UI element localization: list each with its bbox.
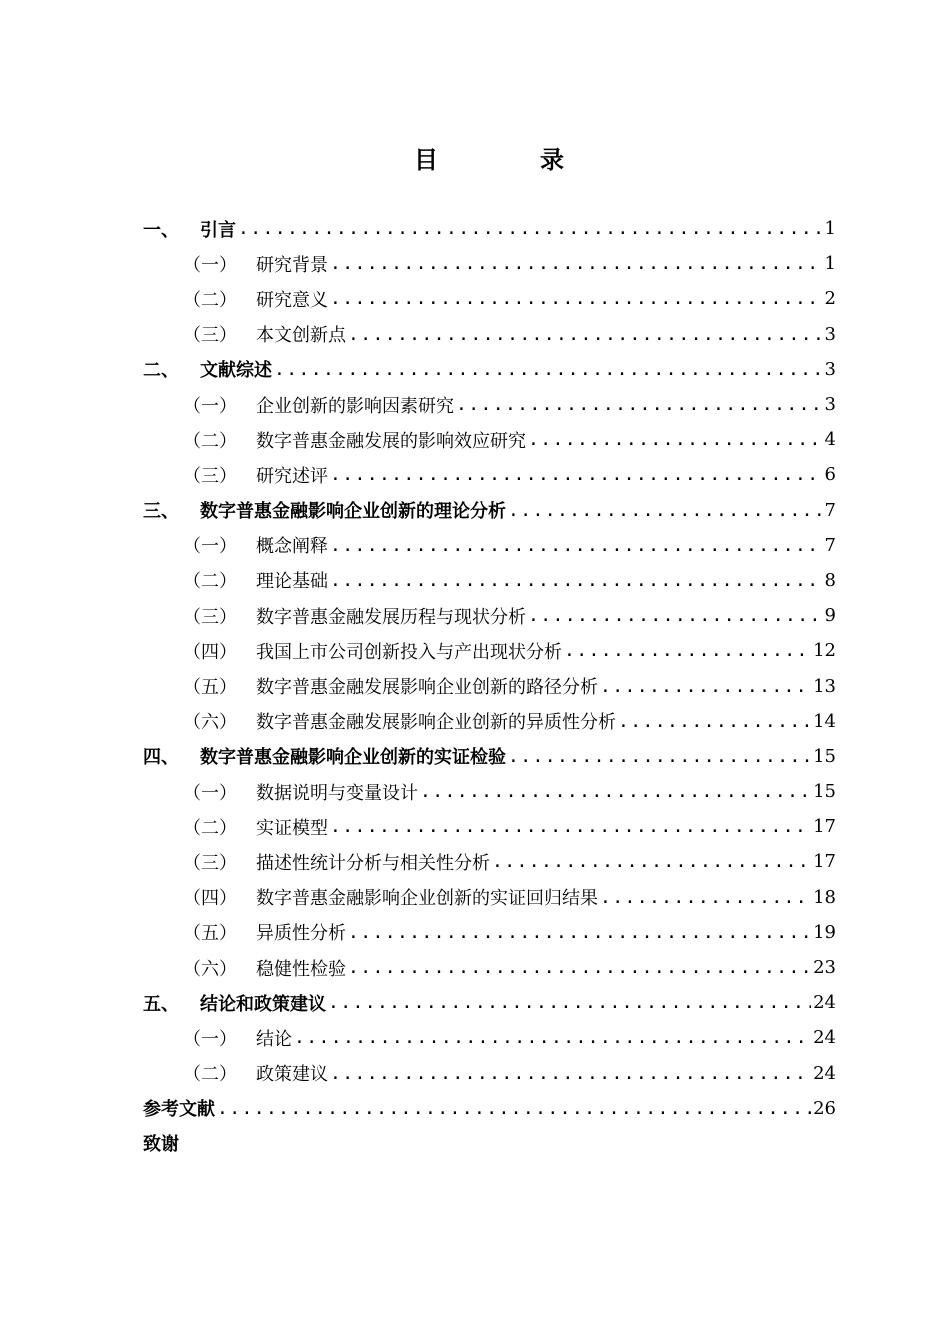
toc-section-entry[interactable]: [143, 950, 836, 985]
toc-page-number: 17: [813, 851, 836, 873]
toc-section-entry[interactable]: [143, 844, 836, 879]
toc-entry-label: 描述性统计分析与相关性分析: [256, 852, 490, 874]
toc-page-number: 24: [813, 1027, 836, 1049]
toc-entry-label: 研究述评: [256, 465, 328, 487]
toc-chapter-entry[interactable]: [143, 739, 836, 774]
toc-entry-number: （一）: [183, 782, 237, 804]
toc-entry-label: 稳健性检验: [256, 958, 346, 980]
toc-dot-leader: [274, 359, 823, 380]
toc-entry-number: （六）: [183, 958, 237, 980]
toc-title-char-2: 录: [540, 146, 564, 174]
toc-page-number: 26: [813, 1097, 836, 1119]
toc-entry-number: （三）: [183, 852, 237, 874]
toc-entry-label: 数字普惠金融影响企业创新的实证回归结果: [256, 888, 598, 910]
toc-page-number: 1: [824, 253, 836, 275]
toc-entry-number: （二）: [183, 430, 237, 452]
toc-entry-number: （六）: [183, 712, 237, 734]
toc-page-number: 18: [813, 886, 836, 908]
toc-page-number: 15: [813, 781, 836, 803]
toc-entry-label: 数据说明与变量设计: [256, 782, 418, 804]
toc-page-number: 3: [824, 358, 836, 380]
toc-page-number: 24: [813, 1062, 836, 1084]
toc-section-entry[interactable]: [143, 1056, 836, 1091]
toc-dot-leader: [330, 288, 823, 309]
toc-section-entry[interactable]: [143, 387, 836, 422]
toc-entry-number: （五）: [183, 677, 237, 699]
toc-entry-number: 一、: [143, 219, 179, 241]
toc-entry-number: （二）: [183, 289, 237, 311]
toc-section-entry[interactable]: [143, 563, 836, 598]
toc-entry-number: 四、: [143, 747, 179, 769]
toc-entry-label: 引言: [200, 219, 236, 241]
toc-section-entry[interactable]: [143, 704, 836, 739]
toc-entry-label: 数字普惠金融影响企业创新的实证检验: [200, 747, 506, 769]
toc-dot-leader: [528, 429, 823, 450]
toc-page-number: 9: [824, 605, 836, 627]
toc-section-entry[interactable]: [143, 880, 836, 915]
toc-section-entry[interactable]: [143, 281, 836, 316]
toc-dot-leader: [348, 922, 811, 943]
toc-chapter-entry[interactable]: [143, 985, 836, 1020]
toc-section-entry[interactable]: [143, 528, 836, 563]
toc-entry-label: 数字普惠金融发展历程与现状分析: [256, 606, 526, 628]
toc-entry-number: 五、: [143, 993, 179, 1015]
toc-page-number: 3: [824, 323, 836, 345]
toc-dot-leader: [330, 816, 811, 837]
toc-dot-leader: [600, 887, 811, 908]
toc-section-entry[interactable]: [143, 598, 836, 633]
toc-chapter-entry[interactable]: [143, 493, 836, 528]
toc-entry-label: 数字普惠金融影响企业创新的理论分析: [200, 501, 506, 523]
toc-page-number: 24: [813, 992, 836, 1014]
toc-page-number: 7: [824, 499, 836, 521]
toc-dot-leader: [348, 324, 823, 345]
toc-entry-label: 结论和政策建议: [200, 993, 326, 1015]
toc-dot-leader: [618, 711, 811, 732]
toc-section-entry[interactable]: [143, 457, 836, 492]
toc-dot-leader: [330, 535, 823, 556]
toc-title: [0, 140, 950, 180]
toc-dot-leader: [348, 957, 811, 978]
toc-dot-leader: [330, 464, 823, 485]
toc-entry-number: （三）: [183, 465, 237, 487]
toc-dot-leader: [564, 640, 811, 661]
toc-entry-label: 理论基础: [256, 571, 328, 593]
toc-dot-leader: [456, 394, 823, 415]
toc-entry-label: 参考文献: [143, 1099, 215, 1121]
toc-dot-leader: [330, 1063, 811, 1084]
toc-dot-leader: [600, 676, 811, 697]
toc-page-number: 4: [824, 429, 836, 451]
toc-section-entry[interactable]: [143, 422, 836, 457]
toc-dot-leader: [238, 218, 823, 239]
toc-entry-label: 异质性分析: [256, 923, 346, 945]
toc-page-number: 1: [824, 218, 836, 240]
toc-entry-label: 文献综述: [200, 360, 272, 382]
toc-dot-leader: [508, 746, 811, 767]
toc-page-number: 8: [824, 569, 836, 591]
toc-entry-number: （一）: [183, 1028, 237, 1050]
toc-entry-label: 研究背景: [256, 254, 328, 276]
toc-entry-number: （二）: [183, 571, 237, 593]
toc-section-entry[interactable]: [143, 668, 836, 703]
toc-entry-label: 结论: [256, 1028, 292, 1050]
toc-page-number: 2: [824, 288, 836, 310]
toc-entry-number: （一）: [183, 536, 237, 558]
toc-page-number: 6: [824, 464, 836, 486]
toc-dot-leader: [330, 570, 823, 591]
toc-page-number: 3: [824, 394, 836, 416]
toc-dot-leader: [528, 605, 823, 626]
toc-page-number: 23: [813, 957, 836, 979]
toc-entry-number: （三）: [183, 606, 237, 628]
toc-title-char-1: 目: [414, 146, 438, 174]
toc-page-number: 15: [813, 745, 836, 767]
toc-page-number: 17: [813, 816, 836, 838]
toc-section-entry[interactable]: [143, 809, 836, 844]
toc-entry-label: 数字普惠金融发展影响企业创新的异质性分析: [256, 712, 616, 734]
toc-entry-label: 致谢: [143, 1134, 179, 1156]
toc-dot-leader: [294, 1027, 811, 1048]
toc-dot-leader: [508, 500, 823, 521]
toc-dot-leader: [328, 992, 811, 1013]
toc-entry-number: （二）: [183, 817, 237, 839]
toc-dot-leader: [330, 253, 823, 274]
toc-page-number: 14: [813, 710, 836, 732]
toc-dot-leader: [492, 851, 811, 872]
toc-entry-label: 企业创新的影响因素研究: [256, 395, 454, 417]
toc-entry-label: 数字普惠金融发展的影响效应研究: [256, 430, 526, 452]
toc-section-entry[interactable]: [143, 246, 836, 281]
toc-dot-leader: [217, 1098, 811, 1119]
toc-section-entry[interactable]: [143, 774, 836, 809]
toc-page-number: 19: [813, 921, 836, 943]
toc-entry-label: 本文创新点: [256, 325, 346, 347]
toc-chapter-entry[interactable]: [143, 352, 836, 387]
toc-entry-number: （三）: [183, 325, 237, 347]
toc-section-entry[interactable]: [143, 633, 836, 668]
toc-entry-label: 概念阐释: [256, 536, 328, 558]
toc-entry-number: （四）: [183, 888, 237, 910]
toc-page-number: 13: [813, 675, 836, 697]
toc-entry-number: 二、: [143, 360, 179, 382]
toc-entry-number: （一）: [183, 395, 237, 417]
toc-entry-number: （一）: [183, 254, 237, 276]
toc-entry-number: 三、: [143, 501, 179, 523]
toc-entry-number: （五）: [183, 923, 237, 945]
toc-section-entry[interactable]: [143, 1020, 836, 1055]
toc-entry-label: 研究意义: [256, 289, 328, 311]
toc-page-number: 7: [824, 534, 836, 556]
toc-entry-label: 数字普惠金融发展影响企业创新的路径分析: [256, 677, 598, 699]
toc-dot-leader: [420, 781, 811, 802]
toc-section-entry[interactable]: [143, 915, 836, 950]
toc-chapter-entry[interactable]: [143, 1126, 836, 1161]
toc-section-entry[interactable]: [143, 317, 836, 352]
toc-entry-label: 我国上市公司创新投入与产出现状分析: [256, 641, 562, 663]
toc-entry-number: （四）: [183, 641, 237, 663]
toc-chapter-entry[interactable]: [143, 211, 836, 246]
toc-page-number: 12: [813, 640, 836, 662]
toc-entry-number: （二）: [183, 1064, 237, 1086]
toc-chapter-entry[interactable]: [143, 1091, 836, 1126]
table-of-contents: [143, 211, 836, 1161]
toc-entry-label: 政策建议: [256, 1064, 328, 1086]
toc-entry-label: 实证模型: [256, 817, 328, 839]
